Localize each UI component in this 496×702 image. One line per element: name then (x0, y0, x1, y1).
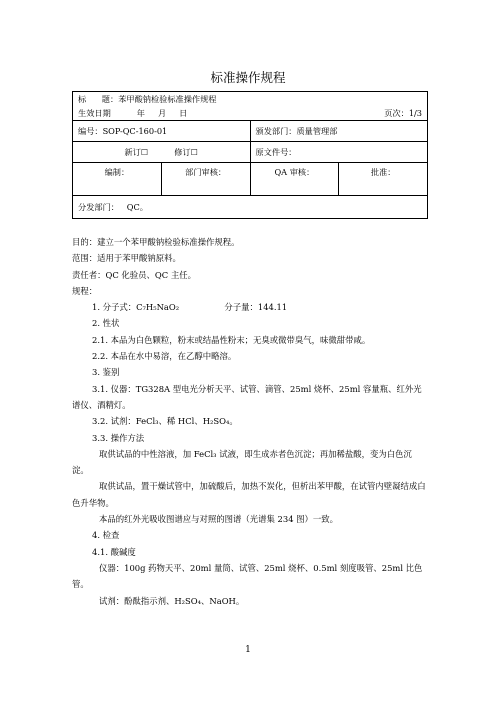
section-2-2: 2.2. 本品在水中易溶，在乙醇中略溶。 (92, 351, 237, 362)
distribution-dept: 分发部门： QC。 (73, 196, 428, 219)
section-2-1: 2.1. 本品为白色颗粒，粉末或结晶性粉末；无臭或微带臭气，味微甜带咸。 (92, 334, 371, 345)
approve-cell: 批准： (339, 163, 428, 196)
document-body (72, 234, 428, 609)
original-number: 原文件号： (250, 142, 428, 163)
method-c: 本品的红外光吸收图谱应与对照的图谱（光谱集 234 图）一致。 (99, 514, 339, 525)
doc-number: 编号：SOP-QC-160-01 (73, 121, 251, 142)
method-a: 取供试品的中性溶液，加 FeCl₃ 试液，即生成赤者色沉淀；再加稀盐酸，变为白色沉淀。 (72, 448, 412, 476)
reagents-4-1: 试剂：酚酞指示剂、H₂SO₄、NaOH。 (99, 595, 245, 606)
section-3-2: 3.2. 试剂：FeCl₃、稀 HCl、H₂SO₄。 (92, 416, 238, 427)
dept-review-cell: 部门审核： (161, 163, 250, 196)
section-3-3: 3.3. 操作方法 (92, 432, 145, 443)
method-b: 取供试品，置干燥试管中，加硫酸后，加热不炭化，但析出苯甲酸，在试管内壁凝结成白色升华物。 (72, 481, 426, 508)
compiler-cell: 编制： (73, 163, 162, 196)
responsible: 责任者：QC 化验员、QC 主任。 (72, 269, 196, 280)
instruments-4-1: 仪器：100g 药物天平、20ml 量筒、试管、25ml 烧杯、0.5ml 刻度吸管、25ml 比色管。 (72, 562, 423, 590)
header-table (72, 91, 428, 219)
title-label: 标 题： (78, 94, 119, 104)
issuing-dept: 颁发部门：质量管理部 (250, 121, 428, 142)
section-2: 2. 性状 (92, 318, 120, 329)
page-count: 页次：1/3 (384, 108, 422, 118)
document-title: 标准操作规程 (210, 70, 286, 85)
section-4: 4. 检查 (92, 530, 120, 541)
title-cell (73, 92, 428, 121)
purpose: 目的：建立一个苯甲酸钠检验标准操作规程。 (72, 237, 240, 247)
new-revise-checkboxes: 新订☐ 修订☐ (73, 142, 251, 163)
page-number: 1 (245, 645, 251, 655)
formula-line: 1. 分子式：C₇H₅NaO₂ 分子量：144.11 (92, 302, 288, 313)
section-3: 3. 鉴别 (92, 367, 120, 378)
procedure-label: 规程： (72, 285, 98, 296)
title-value: 苯甲酸钠检验标准操作规程 (118, 94, 217, 104)
section-3-1: 3.1. 仪器：TG328A 型电光分析天平、试管、滴管、25ml 烧杯、25ml 容量瓶、红外光谱仪、酒精灯。 (72, 383, 422, 410)
qa-review-cell: QA 审核： (250, 163, 339, 196)
effective-date: 生效日期 年 月 日 (78, 108, 188, 118)
scope: 范围：适用于苯甲酸钠原料。 (72, 253, 181, 264)
section-4-1: 4.1. 酸碱度 (92, 546, 136, 557)
